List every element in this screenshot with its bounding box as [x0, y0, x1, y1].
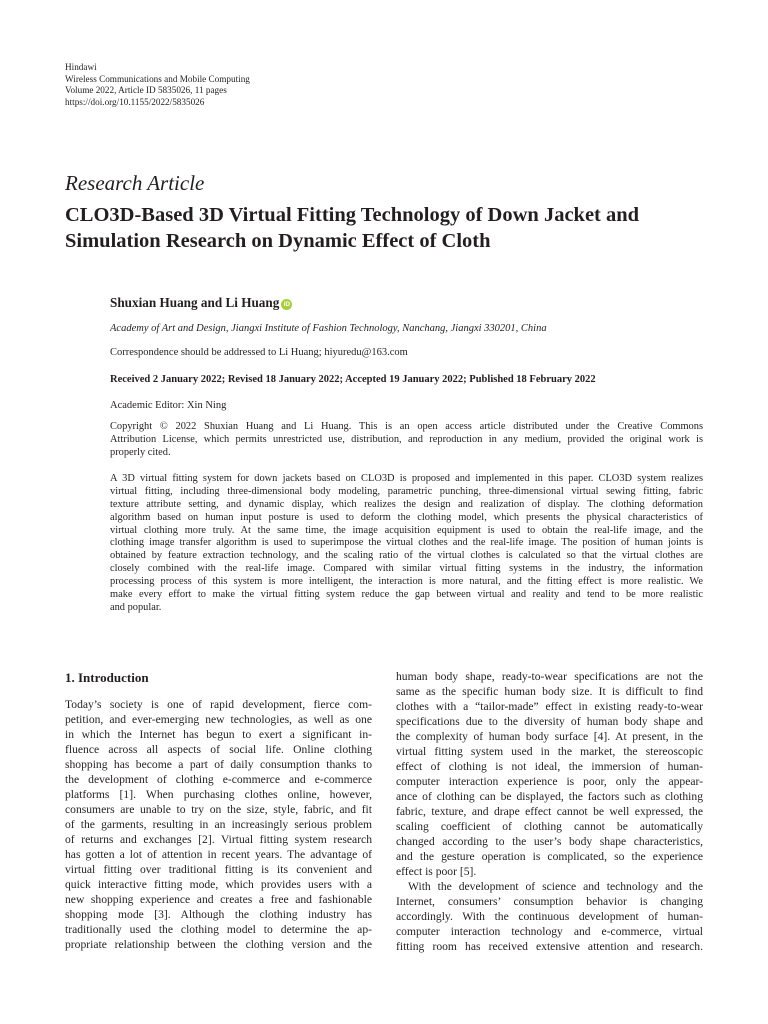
body-line: platforms [1]. When purchasing clothes online, however, [65, 788, 372, 801]
body-line: fluence across all aspects of social life. Online clothing [65, 743, 372, 756]
body-line: of returns and exchanges [2]. Virtual fitting system research [65, 833, 372, 846]
body-line: quick interactive fitting mode, which provides users with a [65, 878, 372, 891]
abstract-line: clothing image transfer algorithm is used to superimpose the virtual clothes and the real-life image. The position of human joints is [110, 537, 703, 549]
abstract-line: closely combined with the real-life image. Compared with similar virtual fitting systems in the industry, the information [110, 563, 703, 575]
orcid-icon[interactable]: iD [281, 299, 292, 310]
copyright-line: Attribution License, which permits unrestricted use, distribution, and reproduction in any medium, provided the original work is [110, 433, 703, 445]
abstract-line: A 3D virtual fitting system for down jackets based on CLO3D is proposed and implemented in this paper. CLO3D system realizes [110, 473, 703, 484]
body-line: of the garments, resulting in an increasingly serious problem [65, 818, 372, 831]
body-line: effect is poor [5]. [396, 865, 477, 878]
author-names: Shuxian Huang and Li Huang [110, 295, 280, 310]
title-line: Simulation Research on Dynamic Effect of Cloth [65, 230, 491, 252]
body-line: consumers are unable to try on the size, style, fabric, and fit [65, 803, 372, 816]
publication-dates: Received 2 January 2022; Revised 18 January 2022; Accepted 19 January 2022; Published 18 February 2022 [110, 374, 596, 385]
body-line: fitting room has received extensive attention and research. [396, 940, 703, 953]
abstract-line: virtual clothing more truly. At the same time, the image acquisition equipment is used to obtain the real-life image, and the [110, 524, 703, 536]
body-line: human body shape, ready-to-wear specifications are not the [396, 670, 703, 683]
abstract-line: obtained by feature extraction technology, and the scaling ratio of the virtual clothes is calculated so that the virtual clothes are [110, 550, 703, 562]
body-line: in which the Internet has begun to exert a significant in- [65, 728, 372, 741]
copyright-line: Copyright © 2022 Shuxian Huang and Li Huang. This is an open access article distributed under the Creative Commons [110, 421, 703, 432]
body-line: has gotten a lot of attention in recent years. The advantage of [65, 848, 372, 861]
body-line: fabric, texture, and drape effect cannot be well expressed, the [396, 805, 703, 818]
title-line: CLO3D-Based 3D Virtual Fitting Technology of Down Jacket and [65, 204, 640, 226]
body-line: propriate relationship between the clothing version and the [65, 938, 372, 951]
author-list [110, 295, 292, 311]
body-line: computer interaction experience is poor, only the appear- [396, 775, 703, 788]
abstract [110, 473, 703, 615]
body-line: accordingly. With the continuous development of human- [396, 910, 703, 923]
body-line: new shopping experience and creates a free and fashionable [65, 893, 372, 906]
section-heading: 1. Introduction [65, 670, 149, 685]
abstract-line: virtual fitting, including three-dimensional body modeling, parametric punching, three-dimensional virtual sewing fitting, fabric [110, 485, 703, 497]
journal-header [65, 62, 250, 108]
copyright-line: properly cited. [110, 446, 171, 458]
abstract-line: algorithm based on human input posture is used to deform the clothing model, which presents the physical characteristics of [110, 511, 703, 523]
academic-editor: Academic Editor: Xin Ning [110, 400, 227, 411]
body-line: effect of clothing is not ideal, the immersion of human- [396, 760, 703, 773]
body-line: scaling coefficient of clothing cannot be automatically [396, 820, 703, 833]
body-line: same as the specific human body size. It is difficult to find [396, 685, 703, 698]
abstract-line: texture attribute setting, and dynamic display, which realizes the design and realization of display. The clothing deformation [110, 498, 703, 510]
publisher-name: Hindawi [65, 62, 97, 72]
doi-link[interactable]: https://doi.org/10.1155/2022/5835026 [65, 96, 205, 107]
article-type: Research Article [65, 171, 205, 195]
right-column [396, 669, 703, 954]
body-line: the development of clothing e-commerce and e-commerce [65, 773, 372, 786]
abstract-line: make every effort to make the virtual fitting system reduce the gap between virtual and reality and tend to be more realistic [110, 589, 703, 601]
body-line: ance of clothing can be displayed, the factors such as clothing [396, 790, 703, 803]
volume-info: Volume 2022, Article ID 5835026, 11 pages [65, 85, 227, 96]
paper-title [65, 202, 725, 254]
body-line: changed according to the user’s body shape characteristics, [396, 835, 703, 848]
body-line: shopping mode [3]. Although the clothing industry has [65, 908, 372, 921]
body-line: virtual fitting over traditional fitting is its convenient and [65, 863, 372, 876]
body-line: clothes with a “tailor-made” effect in existing ready-to-wear [396, 700, 703, 713]
body-line: and the gesture operation is complicated, so the experience [396, 850, 703, 863]
body-line: the complexity of human body surface [4]. At present, in the [396, 730, 703, 743]
affiliation: Academy of Art and Design, Jiangxi Institute of Fashion Technology, Nanchang, Jiangxi 330201, China [110, 323, 547, 334]
body-line: specifications due to the diversity of human body shape and [396, 715, 703, 728]
body-line: traditionally used the clothing model to determine the ap- [65, 923, 372, 936]
body-line: With the development of science and technology and the [408, 880, 703, 893]
body-line: Internet, consumers’ consumption behavior is changing [396, 895, 703, 908]
journal-name: Wireless Communications and Mobile Computing [65, 73, 250, 84]
left-column [65, 697, 372, 952]
abstract-line: processing process of this system is more intelligent, the interaction is more natural, and the fitting effect is more realistic. We [110, 576, 703, 588]
abstract-line: and popular. [110, 601, 162, 613]
correspondence: Correspondence should be addressed to Li Huang; hiyuredu@163.com [110, 347, 408, 358]
body-line: virtual fitting system used in the market, the stereoscopic [396, 745, 703, 758]
copyright-notice [110, 421, 703, 460]
body-line: shopping has become a part of daily consumption thanks to [65, 758, 372, 771]
body-line: Today’s society is one of rapid development, fierce com- [65, 698, 372, 711]
body-line: computer interaction technology and e-commerce, virtual [396, 925, 703, 938]
body-line: petition, and ever-emerging new technologies, as well as one [65, 713, 372, 726]
